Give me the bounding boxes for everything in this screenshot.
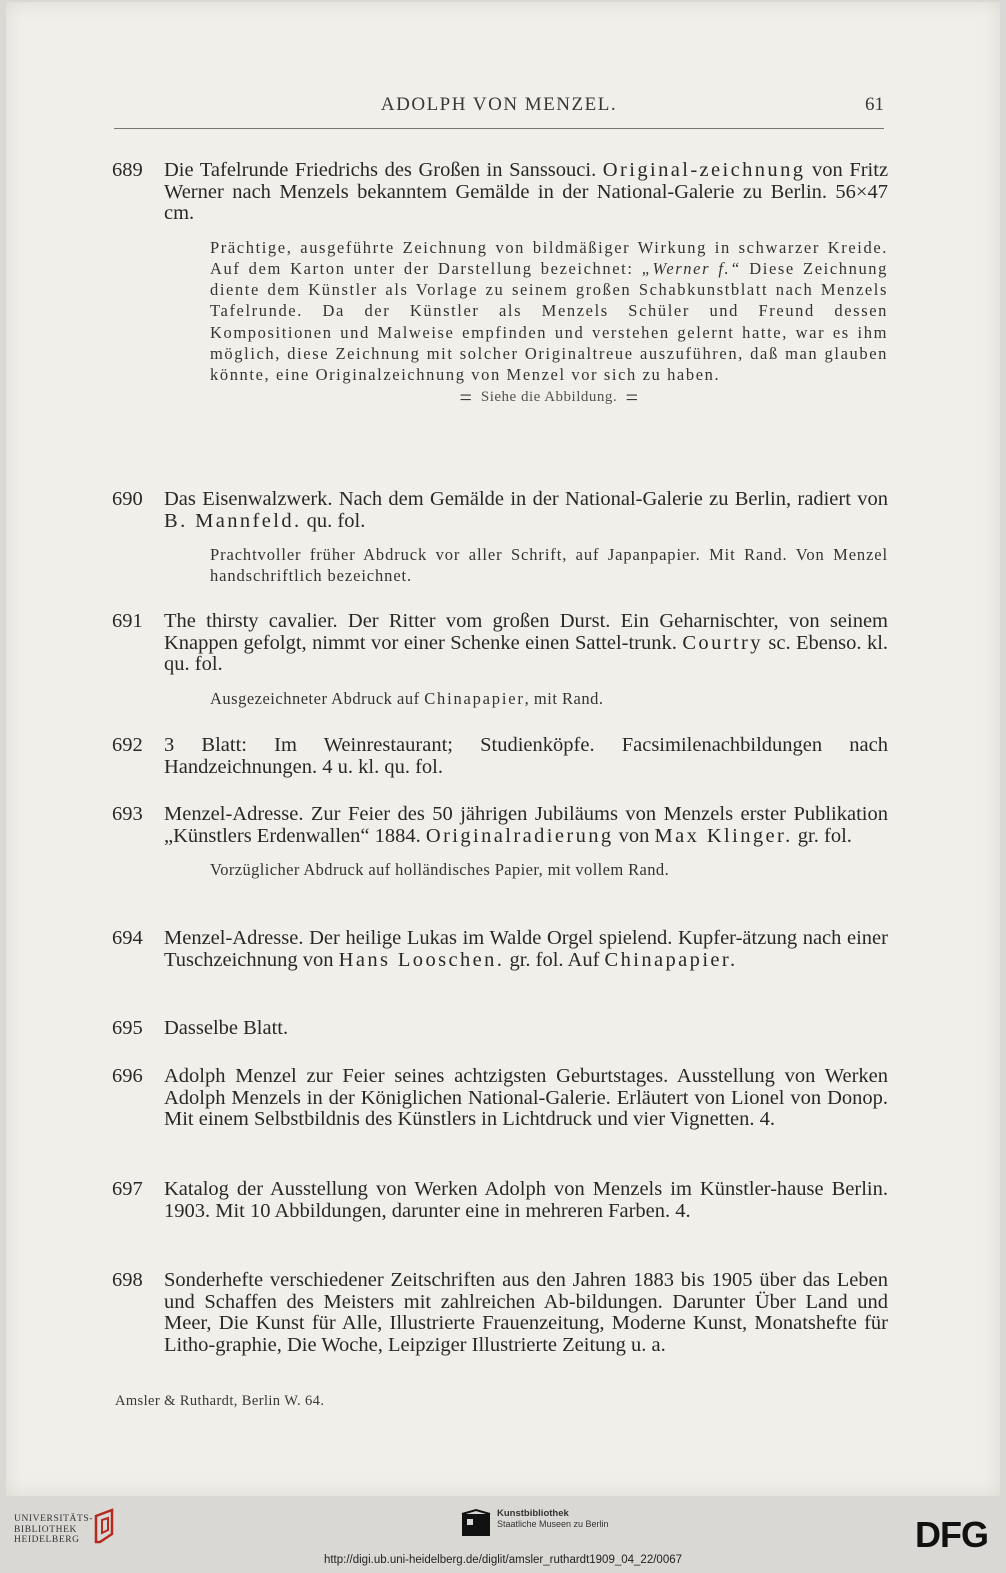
entry-number: 694 [112, 927, 143, 949]
ub-heidelberg-logo[interactable]: UNIVERSITÄTS- BIBLIOTHEK HEIDELBERG [14, 1514, 94, 1545]
entry-note: Prachtvoller früher Abdruck vor aller Schrift, auf Japanpapier. Mit Rand. Von Menzel handschriftlich bezeichnet. [210, 545, 888, 586]
entry-text: Die Tafelrunde Friedrichs des Großen in Sanssouci. Original-zeichnung von Fritz Werner nach Menzels bekanntem Gemälde in der National-Galerie zu Berlin. 56×47 cm. [164, 159, 889, 224]
entry-696 [112, 1066, 888, 1131]
entry-note: Ausgezeichneter Abdruck auf Chinapapier, mit Rand. [210, 688, 604, 708]
see-illustration: = Siehe die Abbildung. = [459, 384, 639, 410]
page-header [114, 94, 884, 129]
double-rule-right: = [625, 384, 639, 410]
kunstbibliothek-logo-icon[interactable] [460, 1508, 492, 1540]
entry-number: 697 [112, 1178, 143, 1200]
viewer-footer [0, 1496, 1006, 1573]
entry-text: Das Eisenwalzwerk. Nach dem Gemälde in der National-Galerie zu Berlin, radiert von B. Mannfeld. qu. fol. [164, 488, 888, 532]
publisher-imprint: Amsler & Ruthardt, Berlin W. 64. [115, 1393, 325, 1409]
entry-number: 689 [112, 159, 143, 181]
entry-692 [112, 735, 888, 778]
entry-text: Adolph Menzel zur Feier seines achtzigsten Geburtstages. Ausstellung von Werken Adolph Menzels in der Königlichen National-Galerie. Erläutert von Lionel von Donop. Mit einem Selbstbildnis des Künstlers in Lichtdruck und vier Vignetten. 4. [164, 1065, 888, 1130]
entry-note: Prächtige, ausgeführte Zeichnung von bildmäßiger Wirkung in schwarzer Kreide. Auf dem Karton unter der Darstellung bezeichnet: „Werner f.“ Diese Zeichnung diente dem Künstler als Vorlage zu seinem großen Schabkunstblatt nach Menzels Tafelrunde. Da der Künstler als Menzels Schüler und Freund dessen Kompositionen und Malweise empfinden und verstehen gelernt hatte, war es ihm möglich, diese Zeichnung mit solcher Originaltreue auszuführen, daß man glauben könnte, eine Originalzeichnung von Menzel vor sich zu haben. [210, 237, 888, 385]
entry-text: Dasselbe Blatt. [164, 1017, 289, 1039]
dfg-logo[interactable]: DFG [915, 1514, 988, 1555]
signature-text: „Werner f.“ [641, 258, 742, 278]
double-rule-left: = [459, 384, 473, 410]
running-title: ADOLPH VON MENZEL. [380, 94, 618, 115]
entry-number: 691 [112, 610, 143, 632]
entry-text: The thirsty cavalier. Der Ritter vom großen Durst. Ein Geharnischter, von seinem Knappen gefolgt, nimmt vor einer Schenke einen Sattel-trunk. Courtry sc. Ebenso. kl. qu. fol. [164, 610, 889, 675]
entry-695 [112, 1018, 888, 1040]
entry-text: Katalog der Ausstellung von Werken Adolph von Menzels im Künstler-hause Berlin. 1903. Mit 10 Abbildungen, darunter eine in mehreren Farben. 4. [164, 1178, 888, 1222]
entry-text: Menzel-Adresse. Zur Feier des 50 jährigen Jubiläums von Menzels erster Publikation „Künstlers Erdenwallen“ 1884. Originalradierung von Max Klinger. gr. fol. [164, 803, 888, 847]
entry-697 [112, 1179, 888, 1222]
entry-690 [112, 489, 888, 587]
entry-number: 696 [112, 1065, 143, 1087]
entry-691 [112, 611, 888, 709]
entry-694 [112, 928, 888, 971]
entry-698 [112, 1270, 888, 1356]
kunstbibliothek-label: Kunstbibliothek Staatliche Museen zu Berlin [497, 1508, 609, 1529]
entry-689 [112, 159, 889, 410]
entry-note: Vorzüglicher Abdruck auf holländisches Papier, mit vollem Rand. [210, 860, 670, 879]
entry-number: 692 [112, 734, 143, 756]
entry-number: 690 [112, 488, 143, 510]
entry-number: 698 [112, 1269, 143, 1291]
entry-text: Sonderhefte verschiedener Zeitschriften aus den Jahren 1883 bis 1905 über das Leben und Schaffen des Meisters mit zahlreichen Ab-bildungen. Darunter Über Land und Meer, Die Kunst für Alle, Illustrierte Frauenzeitung, Moderne Kunst, Monatshefte für Litho-graphie, Die Woche, Leipziger Illustrierte Zeitung u. a. [164, 1269, 888, 1356]
entry-text: 3 Blatt: Im Weinrestaurant; Studienköpfe. Facsimilenachbildungen nach Handzeichnungen. 4 u. kl. qu. fol. [164, 734, 888, 778]
catalog-page [6, 2, 1000, 1496]
entry-text: Menzel-Adresse. Der heilige Lukas im Walde Orgel spielend. Kupfer-ätzung nach einer Tuschzeichnung von Hans Looschen. gr. fol. Auf Chinapapier. [164, 927, 888, 971]
permalink-url[interactable]: http://digi.ub.uni-heidelberg.de/diglit/amsler_ruthardt1909_04_22/0067 [323, 1554, 683, 1566]
entry-number: 693 [112, 803, 143, 825]
entry-number: 695 [112, 1017, 143, 1039]
page-number: 61 [865, 94, 884, 115]
ub-heidelberg-emblem-icon [90, 1506, 120, 1546]
entry-693 [112, 804, 888, 880]
